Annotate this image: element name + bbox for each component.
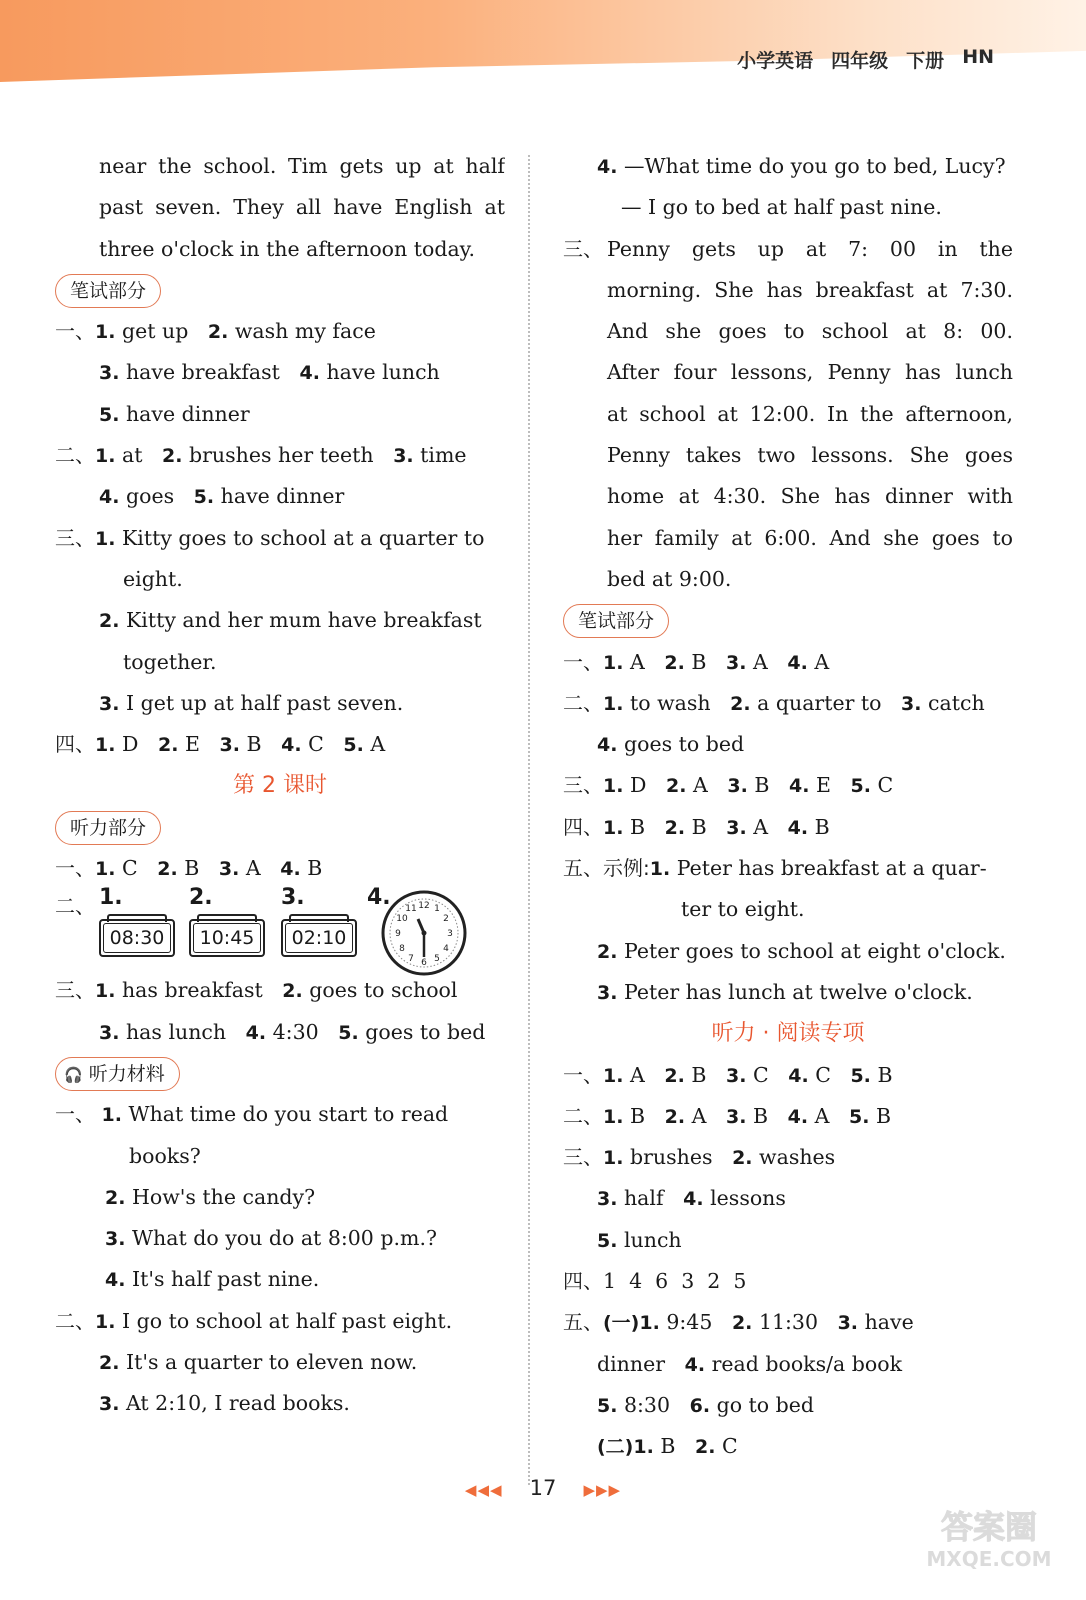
answer-row: 2. It's a quarter to eleven now. <box>99 1350 418 1375</box>
svg-text:1: 1 <box>434 904 440 915</box>
text-line: And she goes to school at 8: 00. <box>607 319 1013 344</box>
svg-text:MXQE.COM: MXQE.COM <box>926 1547 1052 1571</box>
answer-row: 一、1. get up 2. wash my face <box>55 319 376 344</box>
answer-row: 3. Peter has lunch at twelve o'clock. <box>597 979 973 1004</box>
page-footer <box>0 1476 1086 1500</box>
answer-row: 四、1 4 6 3 2 5 <box>563 1269 747 1294</box>
answer-row: 二、1. B 2. A 3. B 4. A 5. B <box>563 1103 892 1128</box>
left-arrows-icon: ◀◀◀ <box>464 1481 503 1499</box>
answer-row: 5. lunch <box>597 1227 682 1252</box>
answer-row: — I go to bed at half past nine. <box>621 195 942 220</box>
answer-row: 一、1. A 2. B 3. A 4. A <box>563 649 830 674</box>
answer-row: 四、1. D 2. E 3. B 4. C 5. A <box>55 732 386 757</box>
svg-text:4: 4 <box>443 944 449 955</box>
right-column <box>563 146 1013 1468</box>
answer-row: 5. 8:30 6. go to bed <box>597 1392 815 1417</box>
header-grade: 四年级 <box>831 50 889 72</box>
answer-row: 4. —What time do you go to bed, Lucy? <box>597 154 1006 178</box>
answer-row: eight. <box>123 566 183 591</box>
section-pill-written: 笔试部分 <box>55 274 161 308</box>
answer-row: 3. I get up at half past seven. <box>99 690 404 715</box>
text-line: near the school. Tim gets up at half <box>99 154 505 178</box>
svg-text:答案圈: 答案圈 <box>940 1508 1038 1546</box>
svg-text:12: 12 <box>418 901 430 912</box>
header-edition: HN <box>962 46 994 68</box>
answer-row: 三、1. brushes 2. washes <box>563 1145 836 1170</box>
text-line: morning. She has breakfast at 7:30. <box>607 277 1013 302</box>
digital-clock-icon: 02:10 <box>281 919 357 957</box>
text-line: past seven. They all have English at <box>99 195 505 220</box>
answer-row: 一、1. C 2. B 3. A 4. B <box>55 856 323 881</box>
answer-row: 三、 Penny gets up at 7: 00 in the <box>563 236 1013 261</box>
right-arrows-icon: ▶▶▶ <box>583 1481 622 1499</box>
answer-row: 2. How's the candy? <box>105 1184 316 1209</box>
text-line: home at 4:30. She has dinner with <box>607 484 1013 509</box>
answer-row: 3. have breakfast 4. have lunch <box>99 360 440 385</box>
answer-row: 3. has lunch 4. 4:30 5. goes to bed <box>99 1019 486 1044</box>
answer-row: 3. What do you do at 8:00 p.m.? <box>105 1226 437 1251</box>
page-number: 17 <box>529 1476 557 1500</box>
svg-text:10: 10 <box>396 914 408 925</box>
headphone-icon: 🎧 <box>64 1065 83 1084</box>
watermark-logo <box>914 1502 1064 1572</box>
digital-clock-icon: 08:30 <box>99 919 175 957</box>
column-divider <box>528 155 530 1485</box>
answer-row: 三、1. Kitty goes to school at a quarter to <box>55 525 485 550</box>
text-line: at school at 12:00. In the afternoon, <box>607 401 1013 426</box>
answer-row: 二、1. at 2. brushes her teeth 3. time <box>55 443 467 468</box>
answer-row: 4. goes 5. have dinner <box>99 484 345 509</box>
header-subject: 小学英语 <box>737 50 814 72</box>
answer-row: 四、1. B 2. B 3. A 4. B <box>563 814 830 839</box>
answer-row: 5. have dinner <box>99 401 250 426</box>
section-pill-listening: 听力部分 <box>55 811 161 845</box>
header-info <box>737 46 994 73</box>
text-line: bed at 9:00. <box>607 566 732 591</box>
answer-row: 五、(一)1. 9:45 2. 11:30 3. have <box>563 1310 914 1335</box>
answer-row: 二、1. I go to school at half past eight. <box>55 1308 453 1333</box>
answer-row: 3. At 2:10, I read books. <box>99 1391 350 1416</box>
svg-text:8: 8 <box>399 944 405 955</box>
answer-row: 2. Peter goes to school at eight o'clock. <box>597 938 1006 963</box>
section-pill-written: 笔试部分 <box>563 604 669 638</box>
answer-row: 3. half 4. lessons <box>597 1186 786 1211</box>
text-line: her family at 6:00. And she goes to <box>607 525 1013 550</box>
header-term: 下册 <box>906 50 945 72</box>
svg-text:9: 9 <box>395 929 401 940</box>
answer-row: 五、示例:1. Peter has breakfast at a quar- <box>563 856 987 881</box>
section-pill-material: 🎧 听力材料 <box>55 1057 180 1091</box>
answer-row: 一、 1. What time do you start to read <box>55 1102 449 1127</box>
digital-clock-icon: 10:45 <box>189 919 265 957</box>
answer-row: 二、1. to wash 2. a quarter to 3. catch <box>563 690 985 715</box>
answer-row: 4. goes to bed <box>597 732 745 757</box>
svg-text:11: 11 <box>405 904 417 915</box>
answer-row: books? <box>129 1143 201 1168</box>
svg-text:6: 6 <box>421 958 427 969</box>
left-column <box>55 146 505 1425</box>
text-line: three o'clock in the afternoon today. <box>99 236 476 261</box>
svg-text:2: 2 <box>443 914 449 925</box>
analog-clock-icon <box>380 889 468 977</box>
lesson-title: 第 2 课时 <box>233 773 327 799</box>
answer-row: 三、1. D 2. A 3. B 4. E 5. C <box>563 773 894 798</box>
answer-row: dinner 4. read books/a book <box>597 1351 902 1376</box>
answer-row: together. <box>123 649 217 674</box>
svg-text:3: 3 <box>447 929 453 940</box>
answer-row: 一、1. A 2. B 3. C 4. C 5. B <box>563 1062 893 1087</box>
answer-row: ter to eight. <box>681 897 805 922</box>
svg-text:7: 7 <box>408 954 414 965</box>
answer-row: 4. It's half past nine. <box>105 1267 320 1292</box>
answer-row: 2. Kitty and her mum have breakfast <box>99 608 482 633</box>
text-line: Penny takes two lessons. She goes <box>607 443 1013 468</box>
special-title: 听力 · 阅读专项 <box>711 1021 865 1047</box>
answer-row: (二)1. B 2. C <box>597 1434 738 1459</box>
text-line: After four lessons, Penny has lunch <box>607 360 1013 385</box>
clock-answers: 二、 1. 08:30 2. 10:45 3. 02:10 4. 12 1 2 3 4 5 6 7 8 9 10 11 <box>55 889 505 970</box>
svg-text:5: 5 <box>434 954 440 965</box>
answer-row: 三、1. has breakfast 2. goes to school <box>55 978 458 1003</box>
